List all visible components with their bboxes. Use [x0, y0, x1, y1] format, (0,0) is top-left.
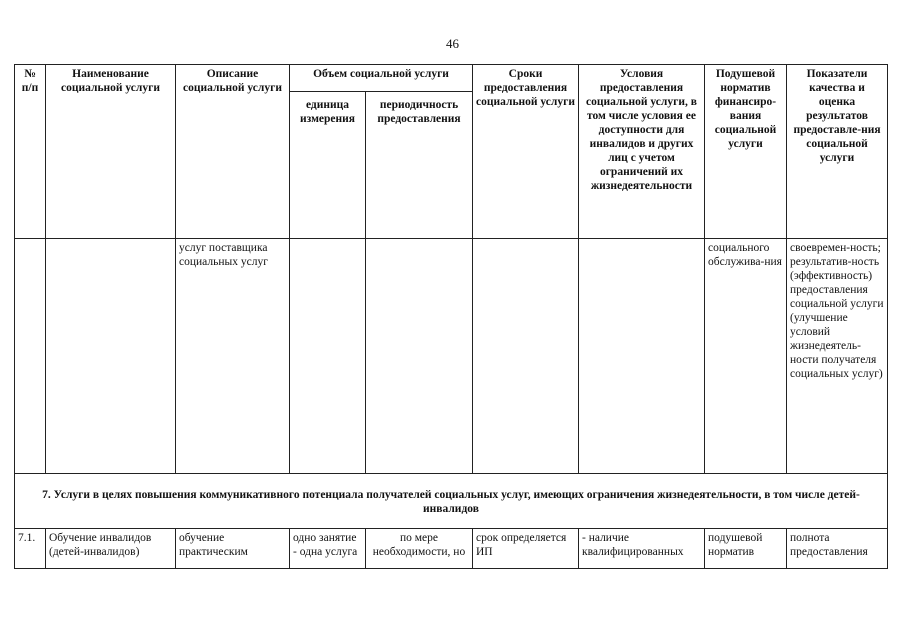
- col-header-name: Наименование социальной услуги: [46, 65, 176, 239]
- cell-unit: [290, 239, 366, 474]
- cell-description: услуг поставщика социальных услуг: [176, 239, 290, 474]
- col-header-conditions: Условия предоставления социальной услуги, в том числе условия ее доступности для инвалидов и других лиц с учетом ограничений их жизнедеятельности: [579, 65, 705, 239]
- col-header-volume: Объем социальной услуги: [290, 65, 473, 92]
- cell-normative: социального обслужива-ния: [705, 239, 787, 474]
- cell-indicators: полнота предоставления: [787, 529, 888, 569]
- services-table: [14, 64, 888, 569]
- col-header-indicators: Показатели качества и оценка результатов предоставле-ния социальной услуги: [787, 65, 888, 239]
- table-row: [15, 529, 888, 569]
- cell-description: обучение практическим: [176, 529, 290, 569]
- cell-normative: подушевой норматив: [705, 529, 787, 569]
- section-row: [15, 474, 888, 529]
- col-header-terms: Сроки предоставления социальной услуги: [473, 65, 579, 239]
- table-row: [15, 239, 888, 474]
- cell-terms: срок определяется ИП: [473, 529, 579, 569]
- cell-periodicity: [366, 239, 473, 474]
- section-title: 7. Услуги в целях повышения коммуникативного потенциала получателей социальных услуг, имеющих ограничения жизнедеятельности, в том числе детей-инвалидов: [15, 474, 888, 529]
- cell-periodicity: по мере необходимости, но: [366, 529, 473, 569]
- header-row: [15, 65, 888, 92]
- cell-num: [15, 239, 46, 474]
- cell-name: Обучение инвалидов (детей-инвалидов): [46, 529, 176, 569]
- col-header-num: № п/п: [15, 65, 46, 239]
- col-header-normative: Подушевой норматив финансиро-вания социальной услуги: [705, 65, 787, 239]
- page-number: 46: [446, 36, 459, 51]
- cell-num: 7.1.: [15, 529, 46, 569]
- cell-conditions: [579, 239, 705, 474]
- cell-unit: одно занятие - одна услуга: [290, 529, 366, 569]
- cell-conditions: - наличие квалифицированных: [579, 529, 705, 569]
- cell-terms: [473, 239, 579, 474]
- col-header-description: Описание социальной услуги: [176, 65, 290, 239]
- cell-indicators: своевремен-ность; результатив-ность (эффективность) предоставления социальной услуги (улучшение условий жизнедеятель-ности получателя социальных услуг): [787, 239, 888, 474]
- cell-name: [46, 239, 176, 474]
- col-header-unit: единица измерения: [290, 92, 366, 239]
- col-header-periodicity: периодичность предоставления: [366, 92, 473, 239]
